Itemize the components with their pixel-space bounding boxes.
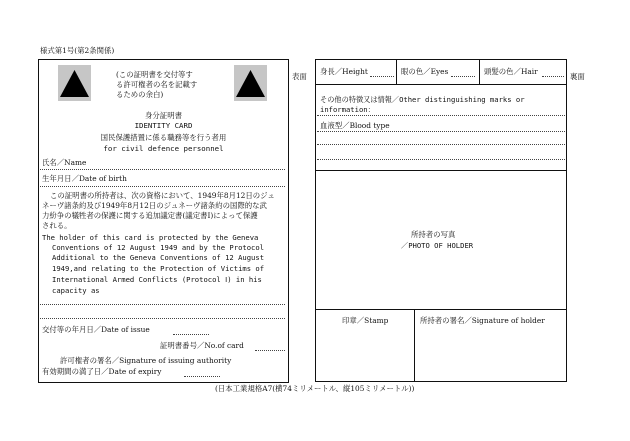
statement-en-line3: Additional to the Geneva Conventions of 12 August (52, 253, 265, 262)
statement-en-line5: International Armed Conflicts (Protocol Ⅰ) in his (52, 275, 262, 284)
holder-signature-label: 所持者の署名／Signature of holder (420, 316, 545, 325)
card-subtitle-en: for civil defence personnel (103, 144, 224, 153)
back-side-label: 裏面 (570, 72, 585, 81)
dob-entry-line (40, 186, 285, 187)
capacity-entry-line-1 (40, 304, 285, 305)
photo-label-en: ／PHOTO OF HOLDER (401, 241, 474, 250)
issuer-note-line1: (この証明書を交付等す (116, 70, 193, 79)
expiry-entry-line (184, 376, 220, 377)
card-subtitle-ja: 国民保護措置に係る職務等を行う者用 (100, 133, 227, 142)
divider-stamp-signature (414, 309, 415, 382)
statement-ja-line3: 力紛争の犠牲者の保護に関する追加議定書(議定書Ⅰ)によって保護 (42, 211, 258, 220)
capacity-entry-line-2 (40, 318, 285, 319)
blood-entry-line-3 (317, 159, 565, 160)
divider-top-row (315, 84, 567, 85)
statement-ja-line4: される。 (42, 221, 72, 230)
issue-date-entry-line (173, 334, 209, 335)
height-label: 身長／Height (320, 67, 368, 76)
card-number-entry-line (255, 350, 285, 351)
civil-defence-emblem-left (58, 65, 91, 101)
footer-note: (日本工業規格A7(横74ミリメートル、縦105ミリメートル)) (215, 384, 415, 393)
name-entry-line (40, 169, 285, 170)
front-side-label: 表面 (292, 72, 307, 81)
marks-label-line2: information： (320, 105, 375, 114)
form-label: 様式第1号(第2条関係) (40, 46, 115, 55)
divider-photo-bottom (315, 309, 567, 310)
issue-date-label: 交付等の年月日／Date of issue (42, 325, 150, 334)
issuing-signature-label: 許可権者の署名／Signature of issuing authority (60, 356, 232, 365)
divider-photo-top (315, 170, 567, 171)
marks-label-line1: その他の特徴又は情報／Other distinguishing marks or (320, 95, 525, 104)
civil-defence-emblem-right (234, 65, 267, 101)
eyes-entry-line (451, 76, 475, 77)
statement-ja-line1: この証明書の所持者は、次の資格において、1949年8月12日のジュ (50, 191, 275, 200)
statement-en-line6: capacity as (52, 286, 100, 295)
marks-entry-line (317, 115, 565, 116)
blood-type-label: 血液型／Blood type (320, 121, 390, 130)
statement-en-line2: Conventions of 12 August 1949 and by the Protocol (52, 243, 265, 252)
card-number-label: 証明書番号／No.of card (160, 341, 244, 350)
hair-entry-line (542, 76, 564, 77)
expiry-label: 有効期間の満了日／Date of expiry (42, 367, 162, 376)
statement-en-line1: The holder of this card is protected by the Geneva (42, 233, 259, 242)
card-title-en: IDENTITY CARD (134, 121, 193, 130)
height-entry-line (370, 76, 394, 77)
issuer-note-line3: るための余白) (116, 90, 164, 99)
blood-entry-line-2 (317, 144, 565, 145)
issuer-note-line2: る許可権者の名を記載す (116, 80, 198, 89)
name-label: 氏名／Name (42, 158, 87, 167)
statement-ja-line2: ネーヴ諸条約及び1949年8月12日のジュネーヴ諸条約の国際的な武 (42, 201, 267, 210)
photo-label-ja: 所持者の写真 (411, 230, 456, 239)
divider-height-eyes (396, 59, 397, 84)
hair-label: 頭髪の色／Hair (484, 67, 538, 76)
divider-eyes-hair (479, 59, 480, 84)
statement-en-line4: 1949,and relating to the Protection of Victims of (52, 264, 265, 273)
card-title-ja: 身分証明書 (145, 111, 182, 120)
eyes-label: 眼の色／Eyes (401, 67, 449, 76)
dob-label: 生年月日／Date of birth (42, 174, 127, 183)
blood-entry-line-1 (317, 131, 565, 132)
stamp-label: 印章／Stamp (342, 316, 389, 325)
